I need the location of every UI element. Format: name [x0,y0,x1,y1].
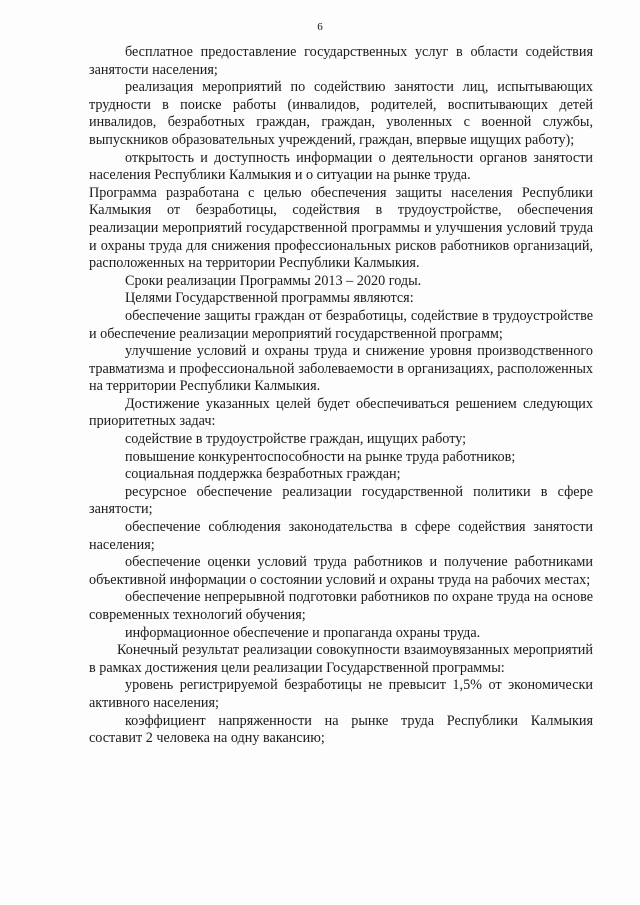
paragraph-9: Достижение указанных целей будет обеспечиваться решением следующих приоритетных задач: [89,395,593,430]
page-number: 6 [317,21,323,33]
paragraph-17: информационное обеспечение и пропаганда охраны труда. [125,624,481,641]
paragraph-12: социальная поддержка безработных граждан; [125,466,401,483]
paragraph-7: обеспечение защиты граждан от безработицы, содействие в трудоустройстве и обеспечение реализации мероприятий государственной программ; [89,307,593,342]
paragraph-13: ресурсное обеспечение реализации государственной политики в сфере занятости; [89,483,593,518]
paragraph-15: обеспечение оценки условий труда работников и получение работниками объективной информации о состоянии условий и охраны труда на рабочих местах; [89,554,593,588]
paragraph-4: Программа разработана с целью обеспечения защиты населения Республики Калмыкия от безработицы, содействия в трудоустройстве, обеспечения реализации мероприятий государственной программы и улучшения условий труда и охраны труда для снижения профессиональных рисков работников организаций, расположенных на территории Республики Калмыкия. [89,184,593,272]
paragraph-1: бесплатное предоставление государственных услуг в области содействия занятости населения; [89,44,593,78]
paragraph-18: Конечный результат реализации совокупности взаимоувязанных мероприятий в рамках достижения цели реализации Государственной программы: [89,642,593,676]
paragraph-2: реализация мероприятий по содействию занятости лиц, испытывающих трудности в поиске работы (инвалидов, родителей, воспитывающих детей инвалидов, безработных граждан, граждан, уволенных с военной службы, выпускников образовательных учреждений, граждан, впервые ищущих работу); [89,79,593,148]
paragraph-10: содействие в трудоустройстве граждан, ищущих работу; [125,431,467,448]
paragraph-5: Сроки реализации Программы 2013 – 2020 годы. [125,272,422,289]
paragraph-16: обеспечение непрерывной подготовки работников по охране труда на основе современных технологий обучения; [89,589,593,623]
paragraph-14: обеспечение соблюдения законодательства в сфере содействия занятости населения; [89,519,593,553]
paragraph-19: уровень регистрируемой безработицы не превысит 1,5% от экономически активного населения; [89,677,593,711]
paragraph-8: улучшение условий и охраны труда и снижение уровня производственного травматизма и профессиональной заболеваемости в организациях, расположенных на территории Республики Калмыкия. [89,343,593,395]
paragraph-11: повышение конкурентоспособности на рынке труда работников; [125,448,516,465]
paragraph-6: Целями Государственной программы являются: [125,290,414,307]
paragraph-20: коэффициент напряженности на рынке труда Республики Калмыкия составит 2 человека на одну вакансию; [89,712,593,747]
document-body [89,44,593,748]
paragraph-3: открытость и доступность информации о деятельности органов занятости населения Республики Калмыкия и о ситуации на рынке труда. [89,149,593,184]
